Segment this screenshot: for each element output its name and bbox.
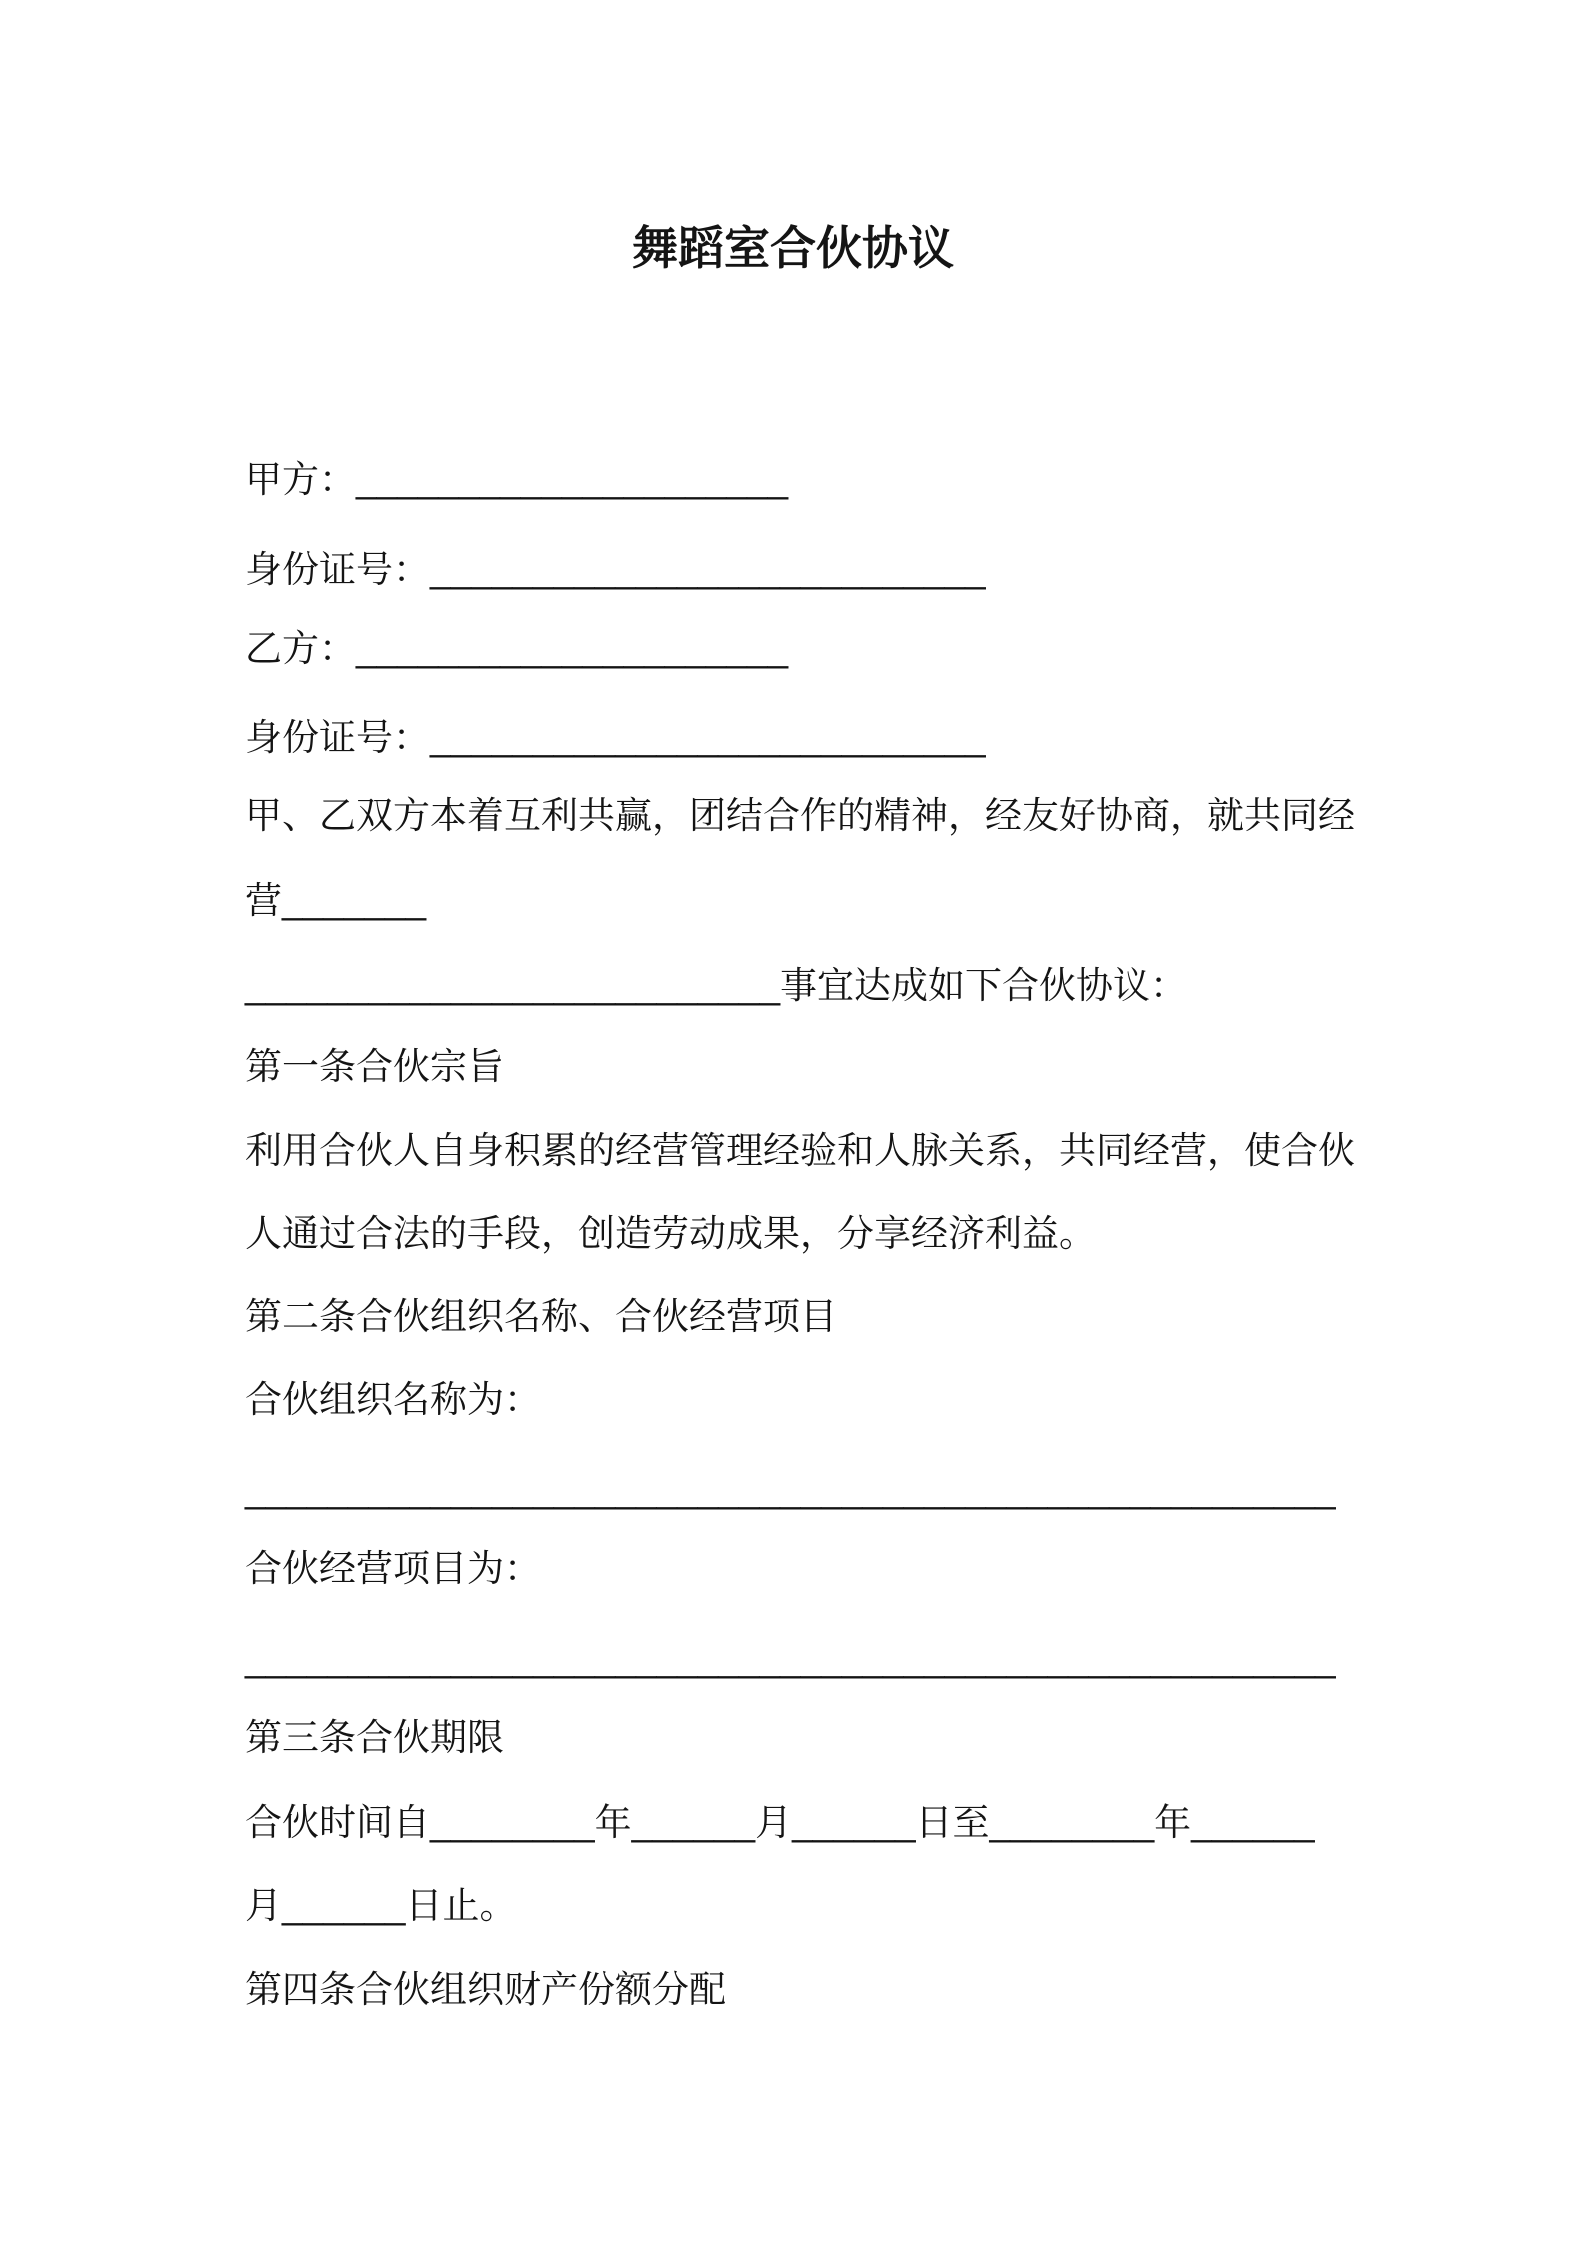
article-1-body-line-1: 利用合伙人自身积累的经营管理经验和人脉关系，共同经营，使合伙: [245, 1130, 1355, 1171]
partnership-term-line-2: 月______日止。: [245, 1885, 517, 1926]
preamble-line-1: 甲、乙双方本着互利共赢，团结合作的精神，经友好协商，就共同经: [245, 795, 1355, 836]
party-b-line: 乙方：_____________________: [245, 628, 789, 669]
preamble-line-3: __________________________事宜达成如下合伙协议：: [245, 965, 1188, 1006]
document-title: 舞蹈室合伙协议: [632, 222, 954, 274]
article-1-heading: 第一条合伙宗旨: [245, 1046, 504, 1087]
organization-name-label: 合伙组织名称为：: [245, 1379, 541, 1420]
business-project-blank: _____________________________________________________: [245, 1638, 1336, 1679]
article-1-body-line-2: 人通过合法的手段，创造劳动成果，分享经济利益。: [245, 1213, 1096, 1254]
partnership-term-line-1: 合伙时间自________年______月______日至________年______: [245, 1802, 1315, 1843]
party-b-id-line: 身份证号：___________________________: [245, 717, 986, 758]
party-a-line: 甲方：_____________________: [245, 459, 789, 500]
preamble-line-2: 营_______: [245, 880, 427, 921]
article-2-heading: 第二条合伙组织名称、合伙经营项目: [245, 1296, 837, 1337]
article-4-heading: 第四条合伙组织财产份额分配: [245, 1969, 726, 2010]
party-a-id-line: 身份证号：___________________________: [245, 549, 986, 590]
business-project-label: 合伙经营项目为：: [245, 1548, 541, 1589]
article-3-heading: 第三条合伙期限: [245, 1717, 504, 1758]
organization-name-blank: _____________________________________________________: [245, 1469, 1336, 1510]
